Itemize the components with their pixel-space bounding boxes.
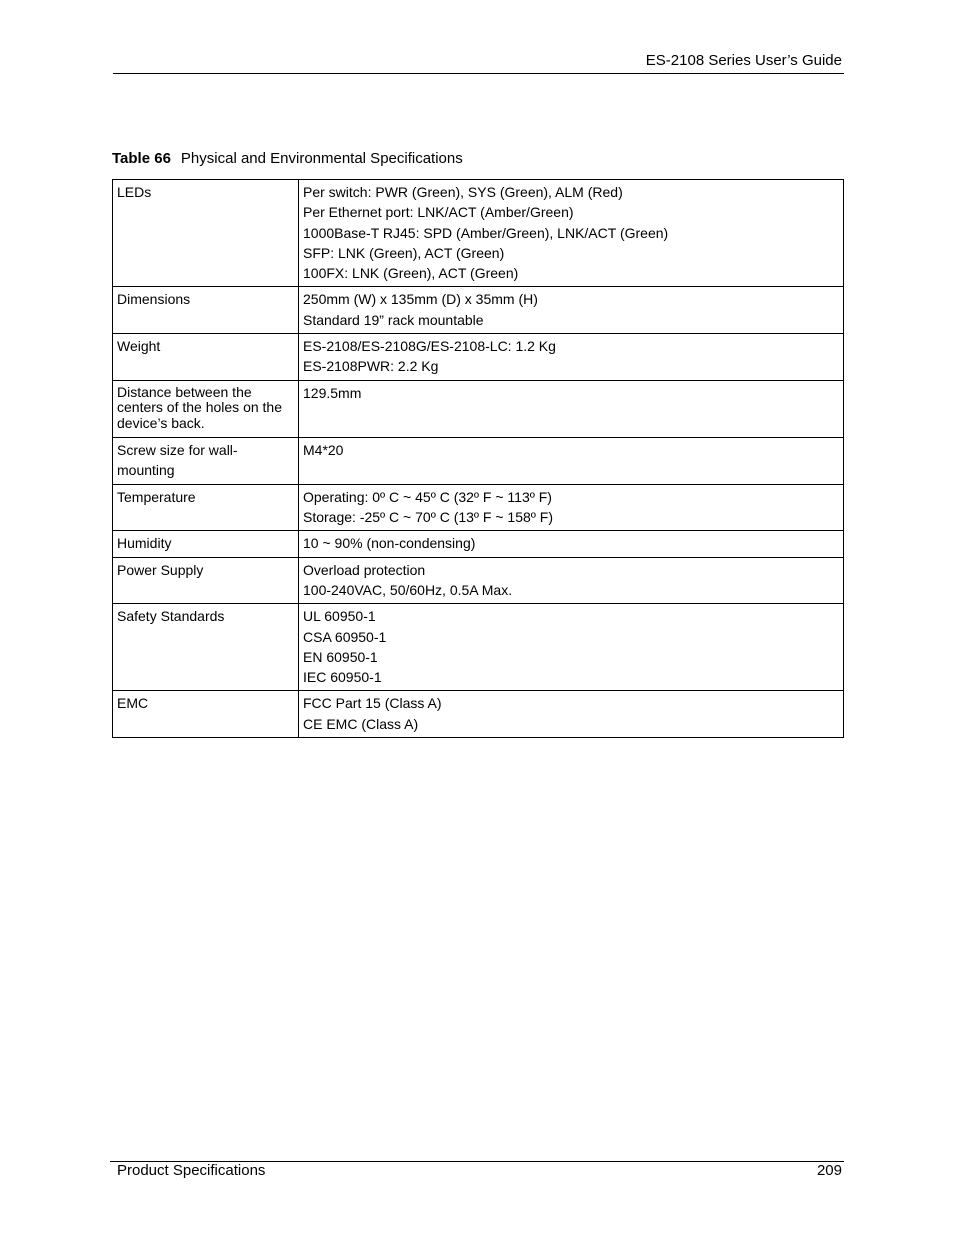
row-value xyxy=(299,334,844,381)
row-value xyxy=(299,438,844,485)
row-label: Temperature xyxy=(113,484,299,531)
row-label: Distance between the centers of the holes on the device’s back. xyxy=(113,380,299,438)
value-line: CSA 60950-1 xyxy=(303,628,387,645)
value-line: Storage: -25º C ~ 70º C (13º F ~ 158º F) xyxy=(303,509,554,526)
value-line: FCC Part 15 (Class A) xyxy=(303,695,442,712)
header-rule xyxy=(113,73,844,74)
value-line: 250mm (W) x 135mm (D) x 35mm (H) xyxy=(303,291,538,308)
row-value xyxy=(299,604,844,691)
row-value xyxy=(299,287,844,334)
value-line: 100-240VAC, 50/60Hz, 0.5A Max. xyxy=(303,581,513,598)
row-value xyxy=(299,380,844,438)
row-label: Safety Standards xyxy=(113,604,299,691)
table-row xyxy=(113,180,844,287)
row-label: Power Supply xyxy=(113,557,299,604)
table-row xyxy=(113,334,844,381)
table-caption-title: Physical and Environmental Specifications xyxy=(180,150,463,167)
value-line: UL 60950-1 xyxy=(303,608,376,625)
table-caption xyxy=(112,150,463,167)
value-line: Standard 19” rack mountable xyxy=(303,311,484,328)
value-line: Operating: 0º C ~ 45º C (32º F ~ 113º F) xyxy=(303,488,552,505)
footer-section-title: Product Specifications xyxy=(117,1162,266,1179)
value-line: Per switch: PWR (Green), SYS (Green), ALM (Red) xyxy=(303,184,623,200)
row-value xyxy=(299,531,844,557)
value-line: IEC 60950-1 xyxy=(303,669,382,686)
row-label: Dimensions xyxy=(113,287,299,334)
table-row xyxy=(113,287,844,334)
row-label: Humidity xyxy=(113,531,299,557)
guide-title: ES-2108 Series User’s Guide xyxy=(645,52,842,69)
row-value xyxy=(299,180,844,287)
row-value xyxy=(299,691,844,738)
table-row xyxy=(113,380,844,438)
value-line: 100FX: LNK (Green), ACT (Green) xyxy=(303,265,519,282)
value-line: EN 60950-1 xyxy=(303,648,378,665)
value-line: 10 ~ 90% (non-condensing) xyxy=(303,535,476,552)
value-line: CE EMC (Class A) xyxy=(303,715,419,732)
table-row xyxy=(113,438,844,485)
row-label: Weight xyxy=(113,334,299,381)
value-line: 129.5mm xyxy=(303,384,362,401)
row-value xyxy=(299,557,844,604)
value-line: 1000Base-T RJ45: SPD (Amber/Green), LNK/ACT (Green) xyxy=(303,224,669,241)
row-value xyxy=(299,484,844,531)
page-number: 209 xyxy=(816,1162,842,1179)
table-row xyxy=(113,604,844,691)
table-row xyxy=(113,484,844,531)
value-line: ES-2108PWR: 2.2 Kg xyxy=(303,358,439,375)
table-row xyxy=(113,531,844,557)
table-caption-number: Table 66 xyxy=(112,150,171,167)
row-label: LEDs xyxy=(113,180,299,287)
table-row xyxy=(113,557,844,604)
row-label: Screw size for wall-mounting xyxy=(113,438,299,485)
value-line: M4*20 xyxy=(303,442,344,459)
value-line: Per Ethernet port: LNK/ACT (Amber/Green) xyxy=(303,204,574,221)
value-line: SFP: LNK (Green), ACT (Green) xyxy=(303,244,505,261)
row-label: EMC xyxy=(113,691,299,738)
table-row xyxy=(113,691,844,738)
value-line: ES-2108/ES-2108G/ES-2108-LC: 1.2 Kg xyxy=(303,338,556,355)
specifications-table xyxy=(112,179,844,738)
value-line: Overload protection xyxy=(303,561,426,578)
